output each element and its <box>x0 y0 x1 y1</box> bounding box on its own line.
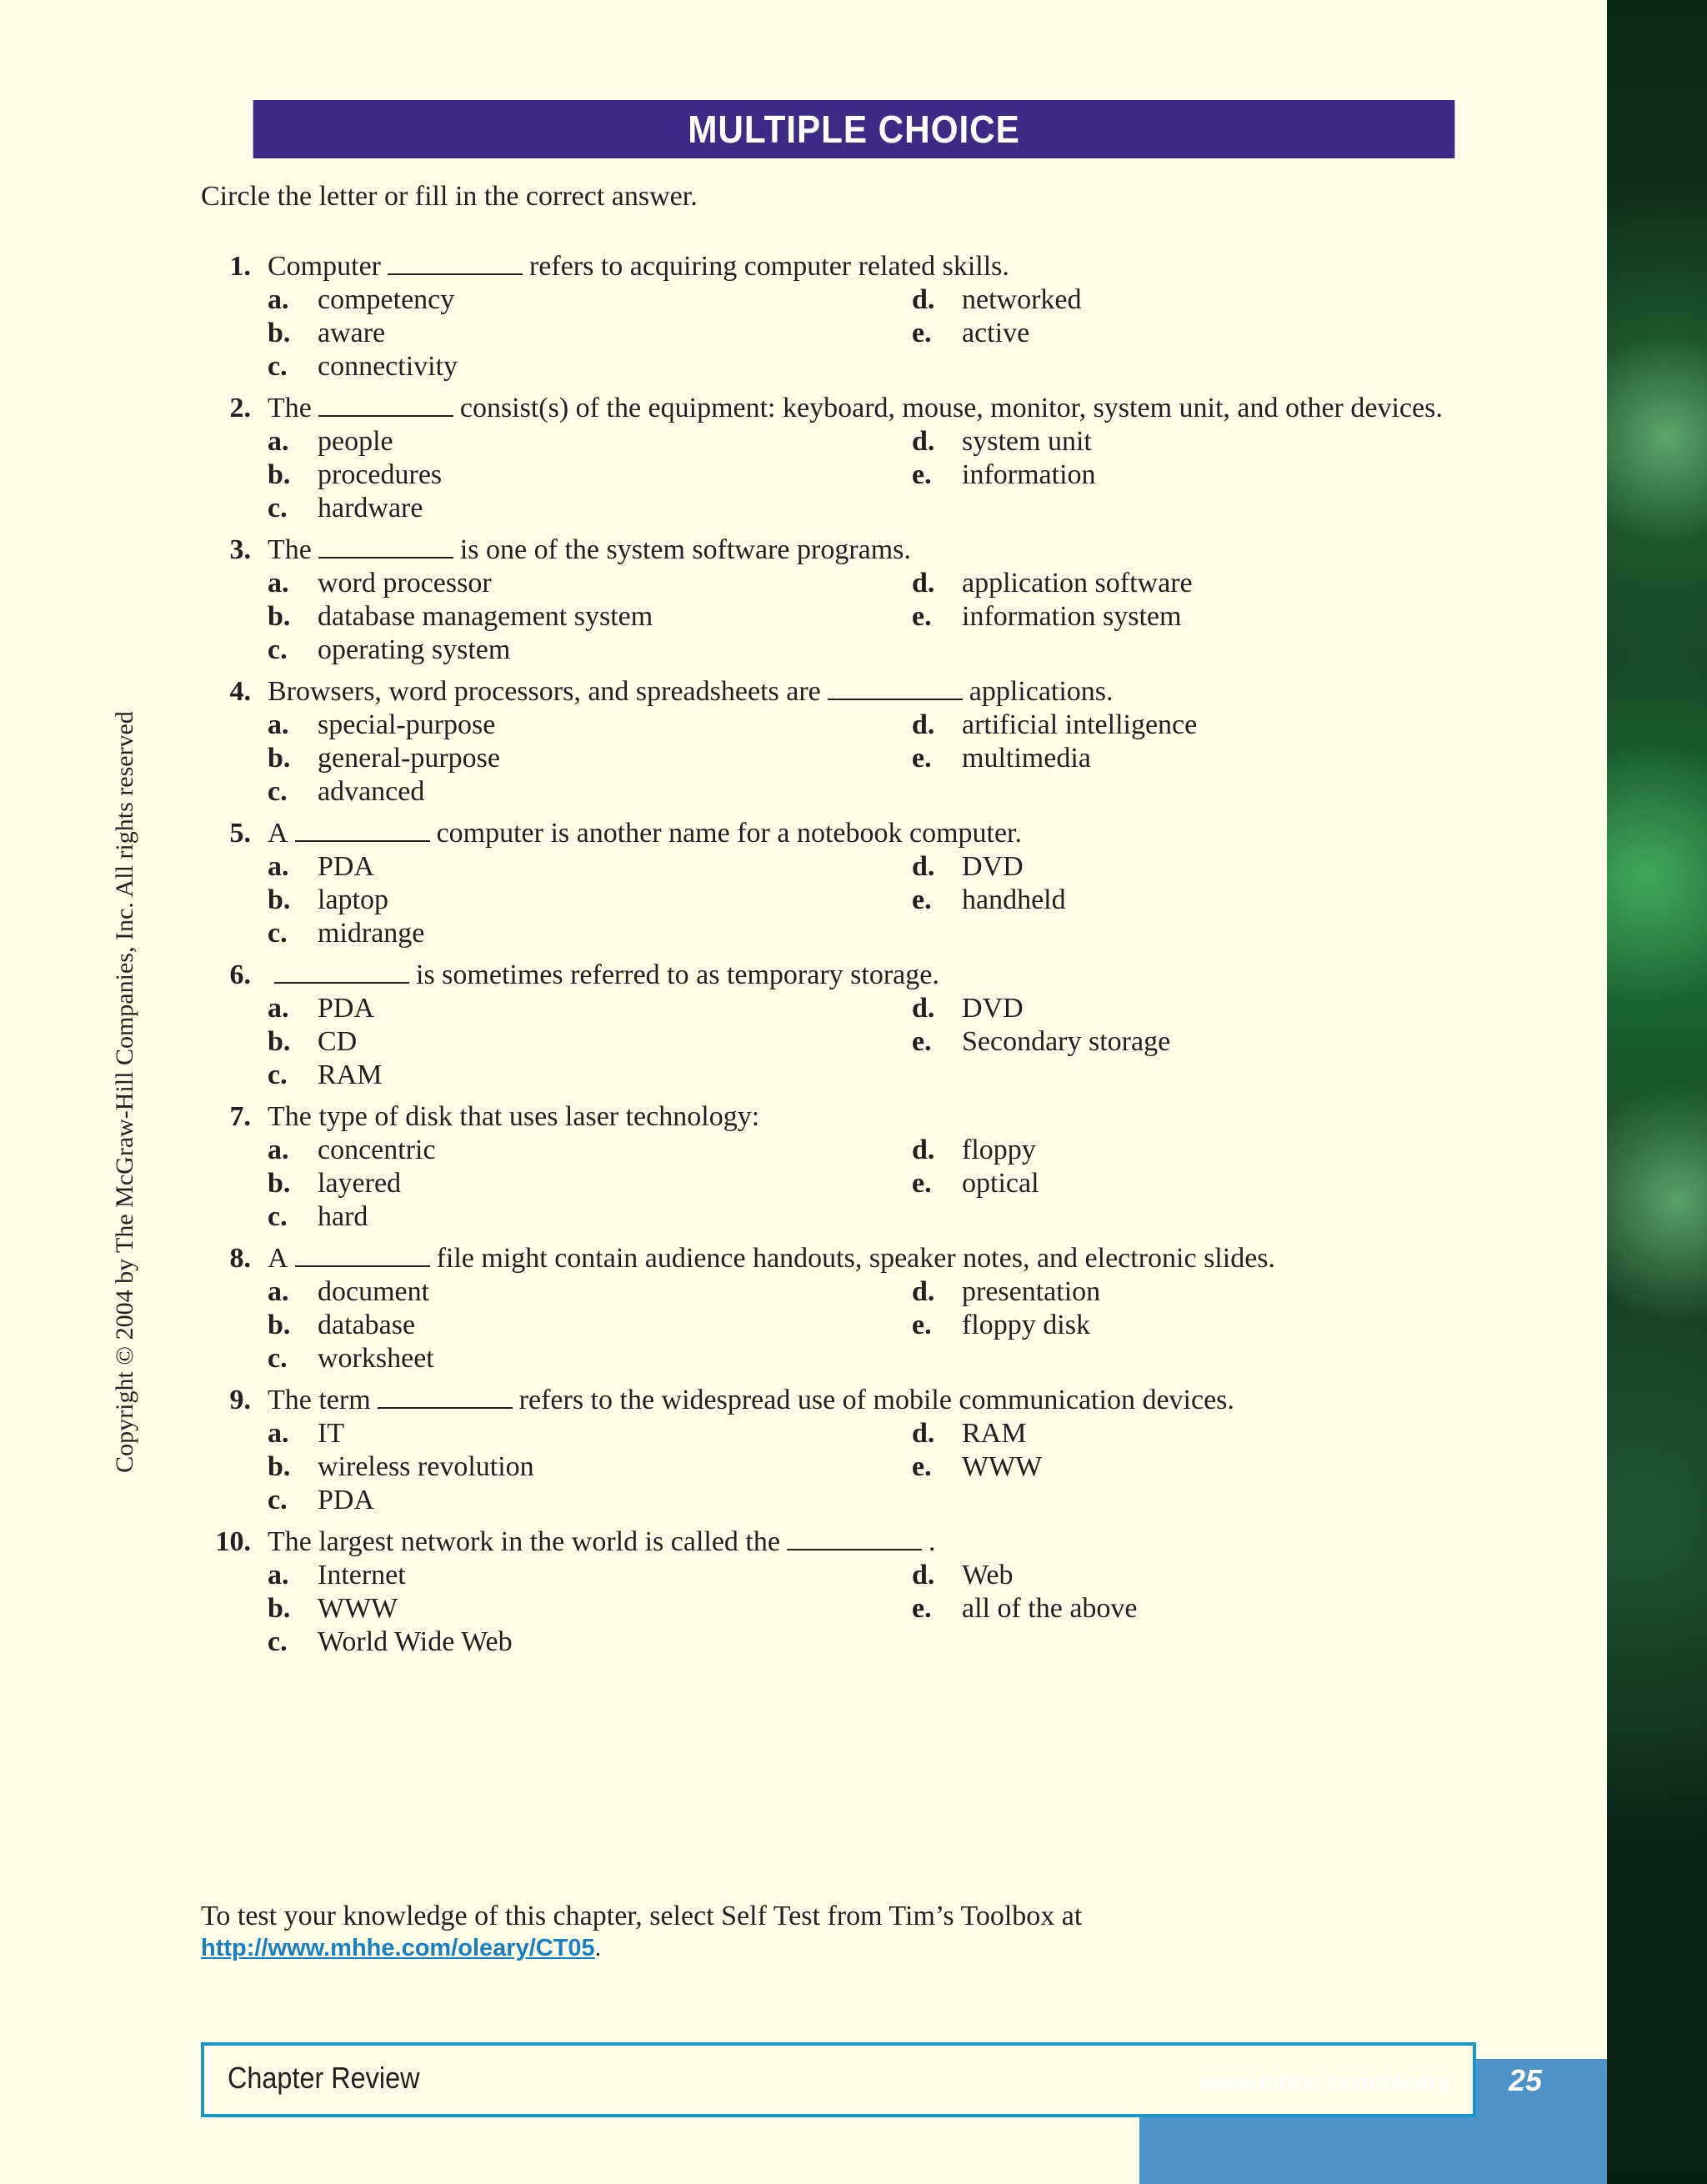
answer-blank[interactable] <box>828 675 963 700</box>
option-letter: e. <box>912 884 932 915</box>
option-letter: a. <box>268 568 289 599</box>
option-letter: b. <box>268 601 291 632</box>
question <box>201 1100 1501 1234</box>
answer-options <box>201 283 1501 383</box>
option-letter: a. <box>268 1560 289 1590</box>
option-letter: e. <box>912 601 932 632</box>
option-letter: d. <box>912 568 935 599</box>
answer-option[interactable] <box>912 709 1495 742</box>
chapter-review-label: Chapter Review <box>228 2061 420 2095</box>
answer-blank[interactable] <box>318 392 453 417</box>
answer-option[interactable] <box>268 634 912 667</box>
question-text-before-blank: The type of disk that uses laser technology: <box>268 1101 760 1132</box>
option-letter: e. <box>912 318 932 348</box>
option-text: information system <box>962 601 1182 632</box>
answer-options <box>201 425 1501 525</box>
answer-options <box>201 1417 1501 1517</box>
option-text: layered <box>318 1168 402 1199</box>
option-text: IT <box>318 1418 345 1449</box>
option-text: document <box>318 1276 430 1307</box>
question-number: 4. <box>229 676 251 707</box>
option-letter: a. <box>268 1276 289 1307</box>
option-letter: b. <box>268 1168 291 1199</box>
self-test-link[interactable]: http://www.mhhe.com/oleary/CT05 <box>201 1935 595 1961</box>
option-letter: b. <box>268 1593 291 1624</box>
question-text <box>268 250 1501 283</box>
option-text: RAM <box>962 1418 1027 1449</box>
answer-option[interactable] <box>268 458 912 492</box>
answer-blank[interactable] <box>295 817 430 842</box>
answer-option[interactable] <box>268 1275 912 1309</box>
question-text-before-blank: Computer <box>268 251 381 282</box>
option-letter: b. <box>268 459 291 490</box>
option-letter: c. <box>268 351 288 382</box>
question-text <box>268 1384 1501 1417</box>
option-letter: c. <box>268 1201 288 1232</box>
option-text: system unit <box>962 426 1092 457</box>
question <box>201 1525 1501 1659</box>
question <box>201 675 1501 809</box>
option-text: worksheet <box>318 1343 434 1374</box>
option-text: laptop <box>318 884 388 915</box>
question-number: 9. <box>229 1385 251 1415</box>
answer-options <box>201 992 1501 1092</box>
question-text-before-blank: The largest network in the world is called the <box>268 1526 780 1557</box>
option-text: floppy <box>962 1135 1036 1165</box>
option-text: Internet <box>318 1560 406 1590</box>
option-text: CD <box>318 1026 358 1057</box>
answer-option[interactable] <box>912 742 1495 775</box>
option-letter: c. <box>268 1626 288 1657</box>
answer-option[interactable] <box>912 1025 1495 1059</box>
answer-option[interactable] <box>912 1417 1495 1450</box>
option-text: people <box>318 426 393 457</box>
question <box>201 817 1501 950</box>
question-text <box>268 1242 1501 1275</box>
question-number: 10. <box>215 1526 251 1557</box>
option-text: hard <box>318 1201 368 1232</box>
answer-option[interactable] <box>912 283 1495 317</box>
option-letter: b. <box>268 743 291 774</box>
question-text <box>268 533 1501 567</box>
self-test-note <box>201 1899 1082 1962</box>
answer-option[interactable] <box>912 600 1495 634</box>
option-letter: b. <box>268 318 291 348</box>
option-text: word processor <box>318 568 492 599</box>
option-text: database management system <box>318 601 653 632</box>
self-test-text: To test your knowledge of this chapter, select Self Test from Tim’s Toolbox at <box>201 1901 1083 1931</box>
answer-blank[interactable] <box>295 1242 430 1267</box>
answer-option[interactable] <box>268 425 912 458</box>
section-header <box>253 100 1455 158</box>
answer-option[interactable] <box>912 850 1495 884</box>
question <box>201 392 1501 525</box>
question-text <box>268 959 1501 992</box>
option-letter: e. <box>912 459 932 490</box>
option-text: Web <box>962 1560 1014 1590</box>
question-text-after-blank: refers to acquiring computer related skills. <box>528 251 1009 282</box>
option-text: PDA <box>318 1485 375 1515</box>
option-text: hardware <box>318 493 423 523</box>
option-text: application software <box>962 568 1193 599</box>
answer-blank[interactable] <box>388 250 523 275</box>
option-text: special-purpose <box>318 709 496 740</box>
option-text: optical <box>962 1168 1039 1199</box>
answer-option[interactable] <box>912 1559 1495 1592</box>
option-letter: d. <box>912 1276 935 1307</box>
option-text: artificial intelligence <box>962 709 1198 740</box>
answer-option[interactable] <box>268 709 912 742</box>
option-text: connectivity <box>318 351 458 382</box>
answer-option[interactable] <box>912 317 1495 350</box>
option-letter: d. <box>912 851 935 882</box>
option-letter: c. <box>268 1485 288 1515</box>
option-letter: b. <box>268 1026 291 1057</box>
question-stem <box>201 250 1501 283</box>
question-text-before-blank: The <box>268 393 312 423</box>
answer-option[interactable] <box>268 1309 912 1342</box>
option-letter: d. <box>912 1135 935 1165</box>
answer-option[interactable] <box>268 317 912 350</box>
question-text-after-blank: . <box>928 1526 936 1557</box>
question-text-before-blank: A <box>268 818 288 849</box>
option-text: Secondary storage <box>962 1026 1171 1057</box>
answer-options <box>201 1559 1501 1659</box>
answer-blank[interactable] <box>274 959 409 984</box>
question-text <box>268 675 1501 709</box>
answer-options <box>201 1134 1501 1234</box>
page-number: 25 <box>1509 2063 1543 2097</box>
option-letter: c. <box>268 493 288 523</box>
answer-option[interactable] <box>268 1484 912 1517</box>
decorative-side-strip <box>1607 0 1707 2184</box>
option-letter: b. <box>268 1310 291 1340</box>
option-text: procedures <box>318 459 443 490</box>
option-text: midrange <box>318 918 425 949</box>
answer-option[interactable] <box>268 600 912 634</box>
question-stem <box>201 1525 1501 1559</box>
question <box>201 533 1501 667</box>
option-text: aware <box>318 318 386 348</box>
question-number: 1. <box>229 251 251 282</box>
question-text-after-blank: computer is another name for a notebook computer. <box>436 818 1023 849</box>
answer-options <box>201 567 1501 667</box>
answer-option[interactable] <box>912 884 1495 917</box>
option-text: PDA <box>318 993 375 1024</box>
question-text-after-blank: file might contain audience handouts, speaker notes, and electronic slides. <box>436 1243 1276 1274</box>
answer-options <box>201 850 1501 950</box>
option-letter: e. <box>912 1593 932 1624</box>
answer-option[interactable] <box>268 492 912 525</box>
option-letter: c. <box>268 634 288 665</box>
option-letter: a. <box>268 851 289 882</box>
option-text: advanced <box>318 776 425 807</box>
answer-blank[interactable] <box>378 1384 513 1409</box>
option-text: DVD <box>962 993 1024 1024</box>
question-stem <box>201 675 1501 709</box>
answer-option[interactable] <box>912 1309 1495 1342</box>
question-number: 6. <box>229 959 251 990</box>
question-stem <box>201 392 1501 425</box>
option-letter: d. <box>912 1560 935 1590</box>
answer-option[interactable] <box>912 1275 1495 1309</box>
option-letter: e. <box>912 1026 932 1057</box>
answer-blank[interactable] <box>318 533 453 559</box>
option-text: multimedia <box>962 743 1091 774</box>
option-letter: a. <box>268 993 289 1024</box>
option-letter: c. <box>268 1343 288 1374</box>
question-text <box>268 817 1501 850</box>
question-text <box>268 1100 1501 1134</box>
copyright-notice: Copyright © 2004 by The McGraw-Hill Companies, Inc. All rights reserved <box>111 711 138 1473</box>
option-text: active <box>962 318 1030 348</box>
option-letter: a. <box>268 709 289 740</box>
option-letter: d. <box>912 1418 935 1449</box>
option-letter: c. <box>268 776 288 807</box>
option-letter: c. <box>268 918 288 949</box>
option-letter: e. <box>912 1451 932 1482</box>
question-number: 7. <box>229 1101 251 1132</box>
answer-option[interactable] <box>912 1167 1495 1200</box>
answer-option[interactable] <box>268 917 912 950</box>
option-text: PDA <box>318 851 375 882</box>
option-text: general-purpose <box>318 743 501 774</box>
option-text: presentation <box>962 1276 1101 1307</box>
option-text: RAM <box>318 1059 383 1090</box>
question-stem <box>201 533 1501 567</box>
answer-option[interactable] <box>268 1167 912 1200</box>
answer-option[interactable] <box>268 1592 912 1625</box>
question-text-before-blank: A <box>268 1243 288 1274</box>
answer-option[interactable] <box>268 992 912 1025</box>
question <box>201 1242 1501 1375</box>
question-text-after-blank: applications. <box>969 676 1114 707</box>
option-letter: a. <box>268 284 289 315</box>
option-letter: d. <box>912 709 935 740</box>
option-text: information <box>962 459 1096 490</box>
answer-option[interactable] <box>268 742 912 775</box>
question <box>201 1384 1501 1517</box>
footer-site-url[interactable]: www.mhhe.com/oleary <box>1199 2069 1451 2095</box>
question-text-after-blank: consist(s) of the equipment: keyboard, mouse, monitor, system unit, and other devices. <box>459 393 1443 423</box>
option-text: WWW <box>318 1593 398 1624</box>
question-stem <box>201 1100 1501 1134</box>
option-text: WWW <box>962 1451 1043 1482</box>
option-text: World Wide Web <box>318 1626 513 1657</box>
answer-option[interactable] <box>268 1025 912 1059</box>
question-text-after-blank: refers to the widespread use of mobile communication devices. <box>518 1385 1234 1415</box>
question-text <box>268 1525 1501 1559</box>
option-text: floppy disk <box>962 1310 1090 1340</box>
option-text: DVD <box>962 851 1024 882</box>
option-letter: e. <box>912 1310 932 1340</box>
answer-options <box>201 1275 1501 1375</box>
answer-option[interactable] <box>268 1625 912 1659</box>
question-number: 8. <box>229 1243 251 1274</box>
option-text: competency <box>318 284 455 315</box>
answer-option[interactable] <box>268 884 912 917</box>
answer-option[interactable] <box>268 775 912 809</box>
option-letter: a. <box>268 1135 289 1165</box>
question-text-after-blank: is one of the system software programs. <box>459 534 911 565</box>
answer-option[interactable] <box>268 1200 912 1234</box>
question-text-before-blank: The <box>268 534 312 565</box>
option-letter: b. <box>268 884 291 915</box>
answer-option[interactable] <box>912 567 1495 600</box>
answer-option[interactable] <box>268 1450 912 1484</box>
answer-option[interactable] <box>268 850 912 884</box>
section-title: MULTIPLE CHOICE <box>688 108 1020 151</box>
option-text: networked <box>962 284 1082 315</box>
answer-option[interactable] <box>912 1450 1495 1484</box>
question-list <box>201 250 1501 1667</box>
question-stem <box>201 1242 1501 1275</box>
question-text <box>268 392 1501 425</box>
option-letter: a. <box>268 426 289 457</box>
option-text: handheld <box>962 884 1066 915</box>
instructions: Circle the letter or fill in the correct answer. <box>201 181 698 212</box>
question-number: 3. <box>229 534 251 565</box>
option-text: all of the above <box>962 1593 1138 1624</box>
question-stem <box>201 1384 1501 1417</box>
option-text: wireless revolution <box>318 1451 534 1482</box>
option-letter: a. <box>268 1418 289 1449</box>
link-period: . <box>594 1934 602 1961</box>
question-number: 5. <box>229 818 251 849</box>
option-letter: d. <box>912 426 935 457</box>
question <box>201 250 1501 383</box>
answer-blank[interactable] <box>787 1525 922 1550</box>
answer-option[interactable] <box>268 1134 912 1167</box>
option-text: concentric <box>318 1135 436 1165</box>
question <box>201 959 1501 1092</box>
option-text: operating system <box>318 634 511 665</box>
answer-option[interactable] <box>912 1134 1495 1167</box>
answer-option[interactable] <box>912 458 1495 492</box>
option-text: database <box>318 1310 416 1340</box>
question-stem <box>201 817 1501 850</box>
question-text-after-blank: is sometimes referred to as temporary storage. <box>416 959 939 990</box>
question-text-before-blank: The term <box>268 1385 371 1415</box>
answer-option[interactable] <box>268 1417 912 1450</box>
question-number: 2. <box>229 393 251 423</box>
answer-option[interactable] <box>268 350 912 383</box>
option-letter: d. <box>912 993 935 1024</box>
answer-option[interactable] <box>912 425 1495 458</box>
answer-option[interactable] <box>268 1059 912 1092</box>
answer-options <box>201 709 1501 809</box>
answer-option[interactable] <box>268 1559 912 1592</box>
answer-option[interactable] <box>912 1592 1495 1625</box>
answer-option[interactable] <box>268 283 912 317</box>
question-stem <box>201 959 1501 992</box>
option-letter: e. <box>912 743 932 774</box>
answer-option[interactable] <box>268 1342 912 1375</box>
option-letter: b. <box>268 1451 291 1482</box>
option-letter: d. <box>912 284 935 315</box>
answer-option[interactable] <box>268 567 912 600</box>
option-letter: c. <box>268 1059 288 1090</box>
answer-option[interactable] <box>912 992 1495 1025</box>
option-letter: e. <box>912 1168 932 1199</box>
question-text-before-blank: Browsers, word processors, and spreadsheets are <box>268 676 821 707</box>
